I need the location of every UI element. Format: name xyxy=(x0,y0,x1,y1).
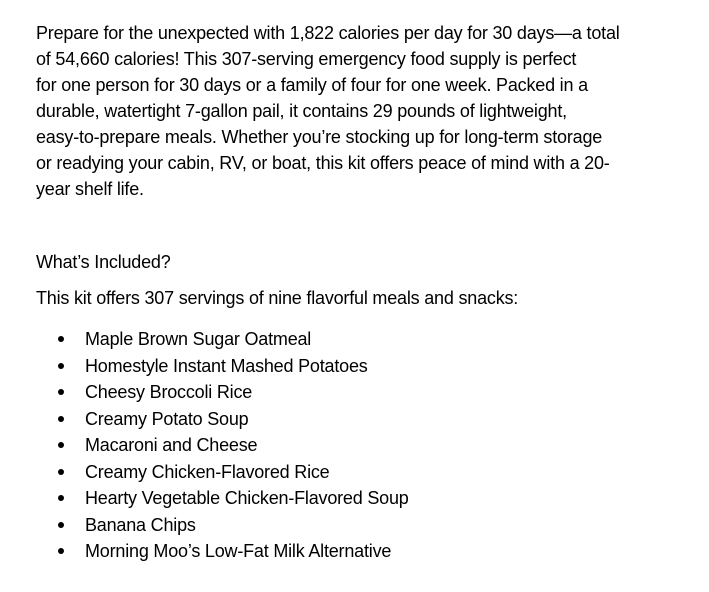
whats-included-heading: What’s Included? xyxy=(36,252,171,272)
list-item xyxy=(36,326,679,353)
bullet-icon xyxy=(58,363,64,369)
bullet-icon xyxy=(58,442,64,448)
list-item-label: Creamy Chicken-Flavored Rice xyxy=(85,461,330,482)
list-item-label: Cheesy Broccoli Rice xyxy=(85,382,253,402)
paragraph-line: Prepare for the unexpected with 1,822 calories per day for 30 days—a total xyxy=(36,23,620,43)
servings-intro-sentence: This kit offers 307 servings of nine flavorful meals and snacks: xyxy=(36,288,519,308)
list-item xyxy=(36,406,679,433)
list-item xyxy=(36,379,679,406)
bullet-icon xyxy=(58,389,64,395)
list-item-label: Morning Moo’s Low-Fat Milk Alternative xyxy=(85,541,392,561)
bullet-icon xyxy=(58,548,64,554)
paragraph-line: durable, watertight 7-gallon pail, it contains 29 pounds of lightweight, xyxy=(36,101,567,121)
list-item-label: Homestyle Instant Mashed Potatoes xyxy=(85,355,368,376)
paragraph-line: of 54,660 calories! This 307-serving emergency food supply is perfect xyxy=(36,49,577,69)
bullet-icon xyxy=(58,469,64,475)
list-item-label: Creamy Potato Soup xyxy=(85,408,249,429)
bullet-icon xyxy=(58,336,64,342)
bullet-icon xyxy=(58,495,64,501)
description-paragraph xyxy=(36,20,679,202)
list-item xyxy=(36,538,679,565)
list-item-label: Macaroni and Cheese xyxy=(85,435,258,455)
included-items-list xyxy=(36,326,679,565)
list-item-label: Banana Chips xyxy=(85,514,196,535)
list-item xyxy=(36,512,679,539)
list-item-label: Maple Brown Sugar Oatmeal xyxy=(85,329,312,349)
paragraph-line: year shelf life. xyxy=(36,179,144,199)
bullet-icon xyxy=(58,416,64,422)
list-item-label: Hearty Vegetable Chicken-Flavored Soup xyxy=(85,488,409,508)
paragraph-line: or readying your cabin, RV, or boat, this kit offers peace of mind with a 20- xyxy=(36,153,610,173)
list-item xyxy=(36,432,679,459)
list-item xyxy=(36,485,679,512)
paragraph-line: for one person for 30 days or a family of four for one week. Packed in a xyxy=(36,75,588,95)
list-item xyxy=(36,353,679,380)
list-item xyxy=(36,459,679,486)
bullet-icon xyxy=(58,522,64,528)
paragraph-line: easy-to-prepare meals. Whether you’re stocking up for long-term storage xyxy=(36,127,603,147)
